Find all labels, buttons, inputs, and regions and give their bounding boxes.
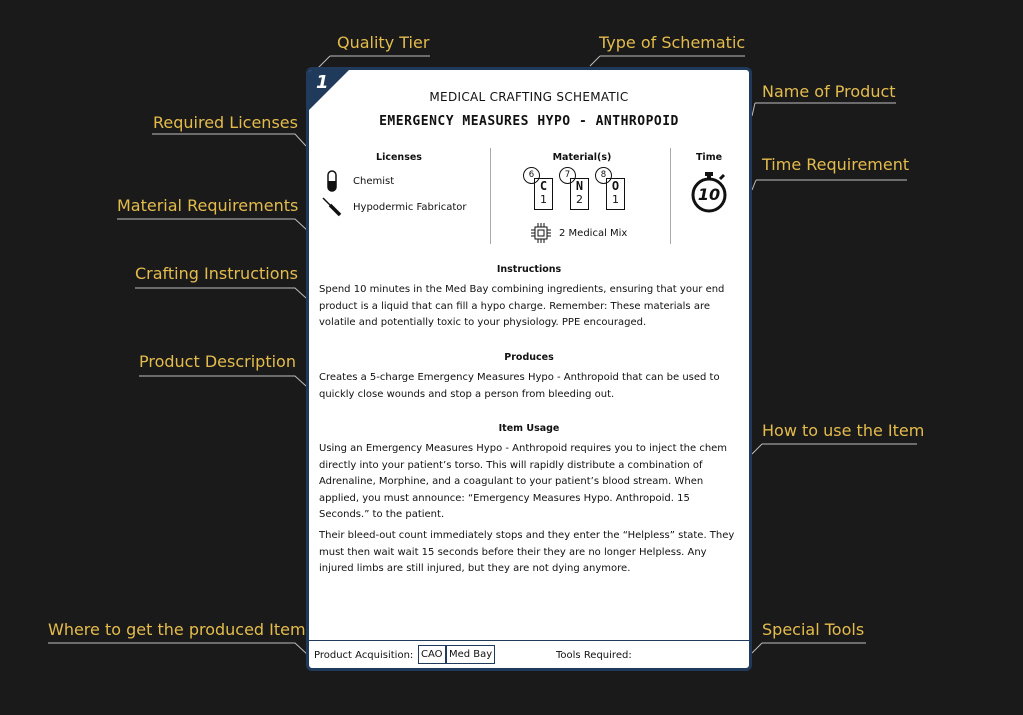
callout-required-licenses: Required Licenses xyxy=(153,113,298,132)
acquisition-tag: CAO xyxy=(418,645,446,664)
material-qty: 1 xyxy=(540,193,547,206)
leader-time-req-diag xyxy=(752,180,756,190)
usage-heading: Item Usage xyxy=(498,423,560,434)
leader-type-schematic-diag xyxy=(590,56,600,66)
schematic-type: MEDICAL CRAFTING SCHEMATIC xyxy=(429,90,629,104)
callout-crafting-instructions: Crafting Instructions xyxy=(135,264,298,283)
licenses-heading: Licenses xyxy=(376,152,422,163)
card-footer xyxy=(309,640,749,669)
material-tier-badge: 8 xyxy=(595,167,612,184)
license-label: Hypodermic Fabricator xyxy=(353,201,467,213)
usage-text-1: Using an Emergency Measures Hypo - Anthropoid requires you to inject the chem directly into your patient’s torso. This will rapidly distribute a combination of Adrenaline, Morphine, and a coagulant to your patient’s blood stream. When applied, you must announce: “Emergency Measures Hypo. Anthropoid. 15 Seconds.” to the patient. xyxy=(319,443,728,520)
syringe-icon xyxy=(321,196,343,218)
callout-time-requirement: Time Requirement xyxy=(762,155,910,174)
product-name: EMERGENCY MEASURES HYPO - ANTHROPOID xyxy=(379,114,679,129)
material-box xyxy=(570,178,589,210)
material-letter: O xyxy=(611,179,620,193)
column-divider xyxy=(490,148,491,244)
produces-heading: Produces xyxy=(504,352,554,363)
chip-icon xyxy=(531,223,551,243)
instructions-heading: Instructions xyxy=(496,264,562,275)
callout-quality-tier: Quality Tier xyxy=(337,33,430,52)
material-qty: 2 xyxy=(576,193,583,206)
material-letter: N xyxy=(575,179,584,193)
schematic-card xyxy=(306,67,752,671)
callout-material-requirements: Material Requirements xyxy=(117,196,299,215)
materials-heading: Material(s) xyxy=(552,152,612,163)
callout-type-schematic: Type of Schematic xyxy=(599,33,746,52)
produces-text: Creates a 5-charge Emergency Measures Hypo - Anthropoid that can be used to quickly close wounds and stop a person from bleeding out. xyxy=(319,372,720,400)
leader-name-product-diag xyxy=(752,103,755,116)
column-divider xyxy=(670,148,671,244)
tools-label: Tools Required: xyxy=(556,650,632,661)
callout-name-product: Name of Product xyxy=(762,82,896,101)
callout-how-to-use: How to use the Item xyxy=(762,421,925,440)
leader-special-tools-diag xyxy=(752,643,762,653)
leader-where-to-get xyxy=(48,643,308,655)
leader-req-licenses xyxy=(152,134,306,146)
callout-where-to-get: Where to get the produced Item xyxy=(48,620,306,639)
acquisition-tag: Med Bay xyxy=(446,645,495,664)
material-box xyxy=(606,178,625,210)
material-box xyxy=(534,178,553,210)
time-value: 10 xyxy=(697,185,721,204)
pill-capsule-icon xyxy=(321,170,343,192)
usage-text-2: Their bleed-out count immediately stops and they enter the “Helpless” state. They must then wait wait 15 seconds before their they are no longer Helpless. Any injured limbs are still injured, but they are not dying anymore. xyxy=(319,530,735,574)
callout-product-description: Product Description xyxy=(139,352,296,371)
medical-mix xyxy=(531,223,627,243)
leader-crafting-instr xyxy=(135,288,306,298)
material-tier-badge: 6 xyxy=(523,167,540,184)
time-heading: Time xyxy=(695,152,723,163)
acquisition-label: Product Acquisition: xyxy=(314,650,414,661)
leader-how-to-use-diag xyxy=(752,444,762,454)
tier-number: 1 xyxy=(316,72,329,93)
license-row xyxy=(321,170,394,192)
stopwatch-icon xyxy=(689,170,731,214)
leader-product-desc xyxy=(139,376,306,386)
material-tier-badge: 7 xyxy=(559,167,576,184)
material-letter: C xyxy=(539,179,548,193)
callout-special-tools: Special Tools xyxy=(762,620,865,639)
instructions-text: Spend 10 minutes in the Med Bay combining ingredients, ensuring that your end product is a liquid that can fill a hypo charge. Remember: These materials are volatile and potentially toxic to your physiology. PPE encouraged. xyxy=(319,284,725,328)
medical-mix-label: 2 Medical Mix xyxy=(559,227,628,239)
license-label: Chemist xyxy=(353,175,395,187)
material-qty: 1 xyxy=(612,193,619,206)
license-row xyxy=(321,196,467,218)
